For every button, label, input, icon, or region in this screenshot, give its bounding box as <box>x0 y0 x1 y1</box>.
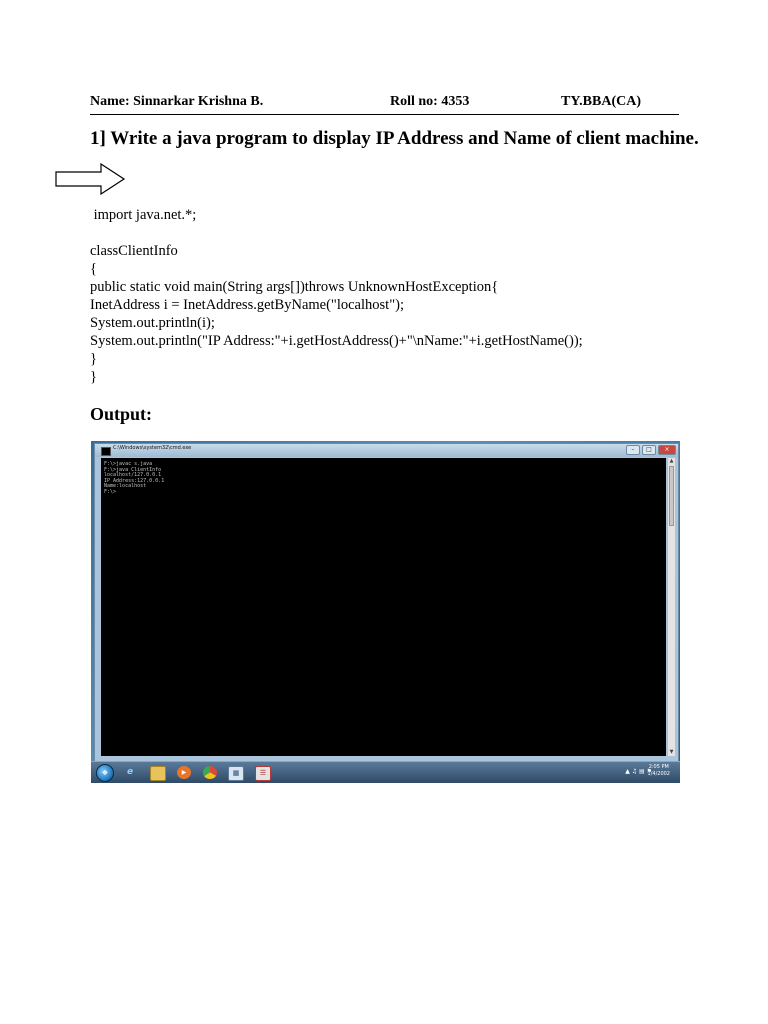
scroll-up-icon[interactable]: ▲ <box>669 458 674 464</box>
app-icon[interactable]: ▦ <box>228 766 244 781</box>
console-line: F:\> <box>104 488 117 495</box>
code-line: System.out.println("IP Address:"+i.getHostAddress()+"\nName:"+i.getHostName()); <box>90 333 583 349</box>
roll-number: Roll no: 4353 <box>390 94 470 109</box>
console-app-icon <box>101 447 111 456</box>
console-line: IP Address:127.0.0.1 <box>104 477 165 484</box>
code-line <box>90 224 583 242</box>
window-title: C:\Windows\system32\cmd.exe <box>113 445 192 451</box>
maximize-button[interactable]: □ <box>642 445 656 455</box>
code-block <box>90 206 583 386</box>
console-line: localhost/127.0.0.1 <box>104 472 162 478</box>
system-tray[interactable]: ▲ ♫ ▤ ⚑ <box>625 768 652 775</box>
chrome-icon[interactable] <box>203 766 217 779</box>
console-line: F:\>java ClientInfo <box>104 466 162 473</box>
notepad-icon[interactable]: ☰ <box>255 766 271 781</box>
window-titlebar[interactable] <box>95 444 678 457</box>
scroll-down-icon[interactable]: ▼ <box>669 749 674 755</box>
console-line: F:\>javac s.java <box>104 461 153 467</box>
student-name: Name: Sinnarkar Krishna B. <box>90 94 264 109</box>
console-scrollbar[interactable] <box>667 458 675 756</box>
code-line: { <box>90 261 97 277</box>
code-line: public static void main(String args[])throws UnknownHostException{ <box>90 279 499 295</box>
code-line: import java.net.*; <box>90 207 197 223</box>
console-output[interactable] <box>101 458 666 756</box>
question-heading: 1] Write a java program to display IP Address and Name of client machine. <box>90 128 699 149</box>
windows-start-icon[interactable]: ❖ <box>96 764 114 782</box>
close-button[interactable]: × <box>658 445 676 455</box>
folder-icon[interactable] <box>150 766 166 781</box>
media-player-icon[interactable]: ▶ <box>177 766 191 779</box>
code-line: System.out.println(i); <box>90 315 215 331</box>
right-arrow-icon <box>55 163 127 195</box>
code-line: } <box>90 369 97 385</box>
class-label: TY.BBA(CA) <box>561 94 641 109</box>
code-line: classClientInfo <box>90 243 178 259</box>
clock-date: 1/4/2002 <box>647 771 670 777</box>
code-line: InetAddress i = InetAddress.getByName("localhost"); <box>90 297 404 313</box>
code-line: } <box>90 351 97 367</box>
internet-explorer-icon[interactable]: e <box>126 767 134 777</box>
scroll-thumb[interactable] <box>669 466 674 526</box>
clock-time: 2:05 PM <box>648 764 669 770</box>
minimize-button[interactable]: – <box>626 445 640 455</box>
document-header <box>90 94 679 115</box>
taskbar-clock[interactable] <box>648 764 670 778</box>
taskbar <box>91 761 680 783</box>
output-label: Output: <box>90 404 153 424</box>
output-screenshot <box>91 441 680 783</box>
cmd-window <box>94 443 679 763</box>
console-line: Name:localhost <box>104 483 147 489</box>
